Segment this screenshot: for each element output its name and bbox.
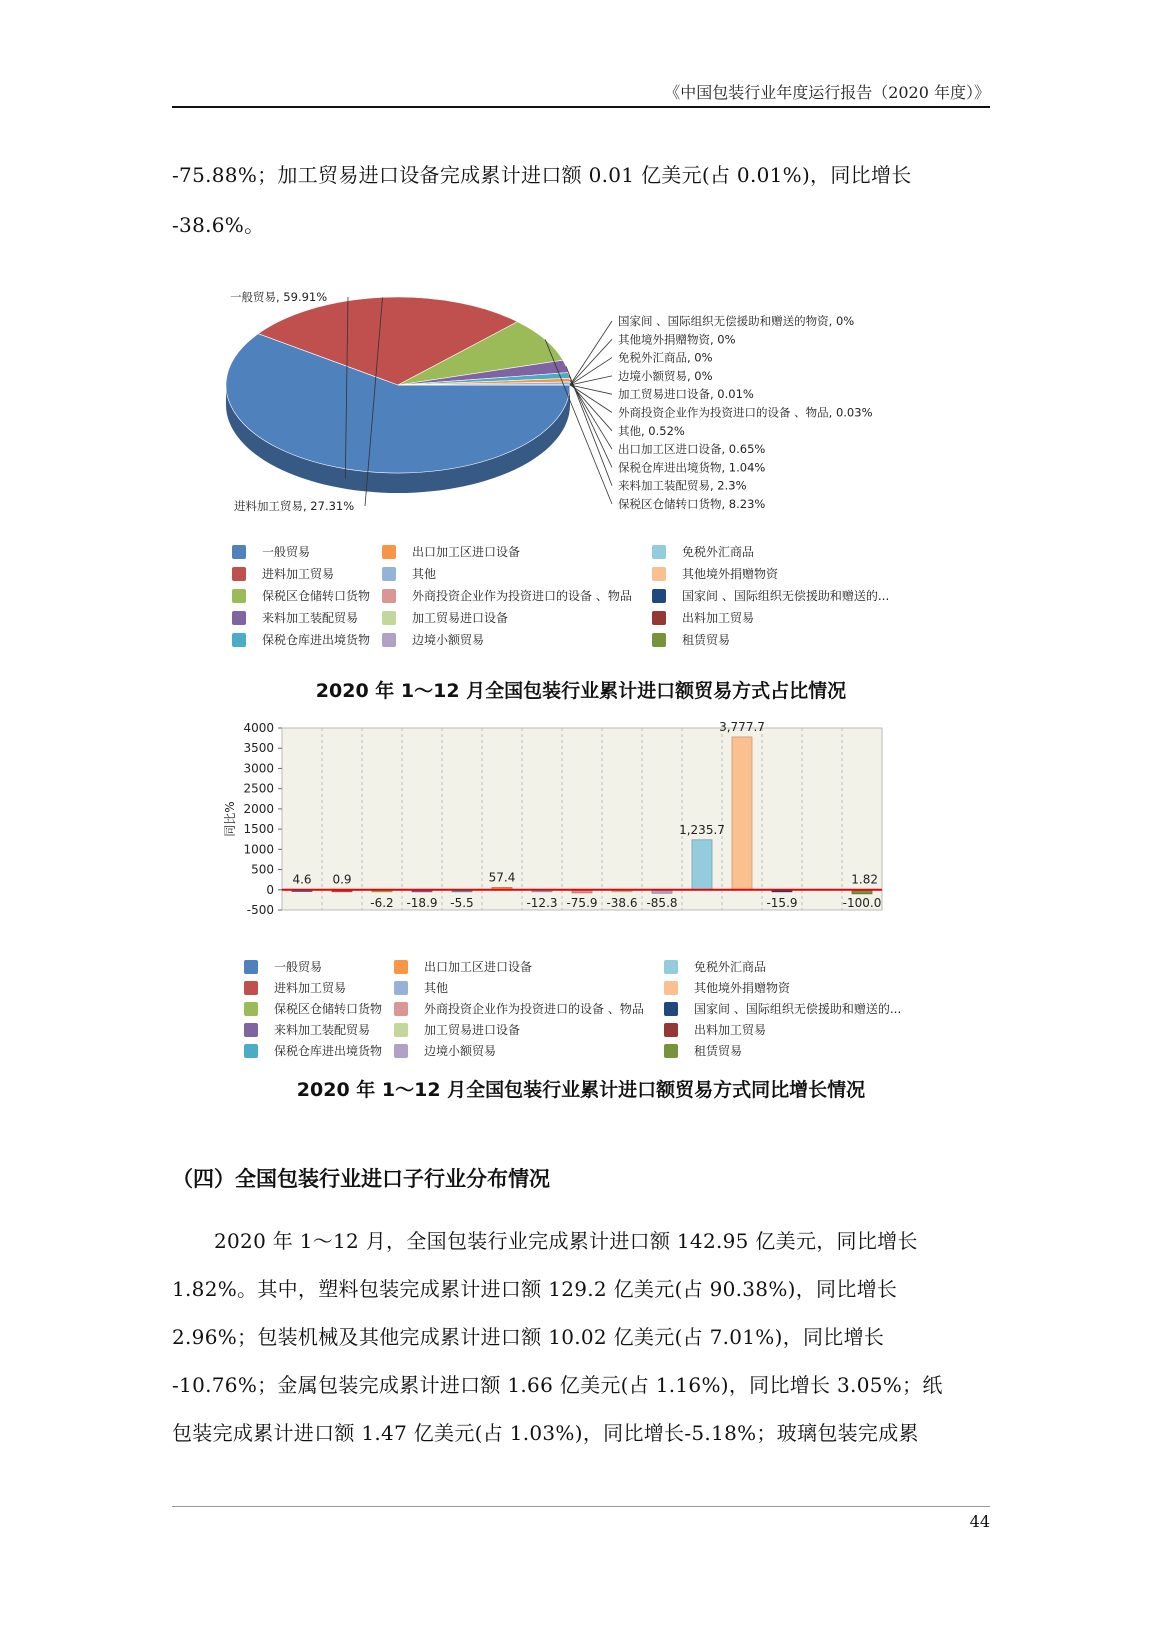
legend-label: 免税外汇商品: [682, 545, 755, 559]
legend-label: 其他: [412, 567, 437, 581]
legend-swatch: [652, 611, 666, 625]
legend-swatch: [232, 589, 246, 603]
pie-leader-line: [570, 385, 612, 413]
y-tick-label: 3000: [243, 761, 274, 776]
y-tick-label: 0: [266, 882, 274, 897]
legend-label: 其他境外捐赠物资: [694, 981, 791, 995]
legend-label: 进料加工贸易: [262, 567, 335, 581]
legend-swatch: [232, 567, 246, 581]
legend-swatch: [382, 545, 396, 559]
pie-slice-label: 边境小额贸易, 0%: [618, 368, 713, 383]
legend-label: 保税区仓储转口货物: [274, 1002, 383, 1016]
legend-label: 出口加工区进口设备: [424, 960, 533, 974]
legend-swatch: [664, 1044, 678, 1058]
legend-label: 其他: [424, 981, 449, 995]
header-rule: [172, 106, 990, 108]
page-number: 44: [969, 1512, 990, 1531]
y-axis-label: 同比%: [223, 801, 237, 837]
bar-value-label: -85.8: [646, 895, 678, 910]
bar-value-label: -5.5: [450, 895, 474, 910]
pie-chart: [220, 285, 940, 535]
bar-value-label: -12.3: [526, 895, 558, 910]
bar-legend: [244, 958, 944, 1068]
legend-swatch: [664, 981, 678, 995]
pie-caption: 2020 年 1～12 月全国包装行业累计进口额贸易方式占比情况: [315, 680, 847, 702]
legend-label: 加工贸易进口设备: [424, 1023, 521, 1037]
legend-swatch: [232, 545, 246, 559]
bar-value-label: -18.9: [406, 895, 438, 910]
legend-swatch: [244, 981, 258, 995]
footer-rule: [172, 1506, 990, 1507]
legend-swatch: [652, 545, 666, 559]
legend-swatch: [244, 960, 258, 974]
body-line-3: 2.96%；包装机械及其他完成累计进口额 10.02 亿美元(占 7.01%)，同比增长: [172, 1325, 885, 1349]
bar-chart: [222, 720, 942, 945]
bar-value-label: -75.9: [566, 895, 598, 910]
y-tick-label: 2000: [243, 801, 274, 816]
legend-swatch: [394, 1044, 408, 1058]
reference-line-label: 1.82: [851, 872, 878, 887]
pie-slice-label: 加工贸易进口设备, 0.01%: [618, 387, 754, 402]
legend-label: 出料加工贸易: [682, 611, 755, 625]
pie-slice-label: 外商投资企业作为投资进口的设备 、物品, 0.03%: [618, 405, 873, 420]
legend-label: 保税仓库进出境货物: [274, 1044, 383, 1058]
legend-label: 边境小额贸易: [424, 1044, 497, 1058]
pie-slice-label: 保税仓库进出境货物, 1.04%: [618, 460, 766, 475]
pie-leader-line: [570, 321, 612, 385]
legend-swatch: [394, 981, 408, 995]
y-tick-label: 2500: [243, 781, 274, 796]
pie-chart-svg: [220, 285, 940, 535]
y-tick-label: -500: [246, 903, 274, 917]
section-title: （四）全国包装行业进口子行业分布情况: [172, 1167, 550, 1191]
legend-swatch: [244, 1002, 258, 1016]
legend-swatch: [244, 1044, 258, 1058]
bar-caption: 2020 年 1～12 月全国包装行业累计进口额贸易方式同比增长情况: [296, 1079, 866, 1101]
bar-chart-svg: [222, 720, 942, 945]
y-tick-label: 3500: [243, 741, 274, 756]
bar-value-label: -100.0: [842, 895, 882, 910]
y-tick-label: 500: [251, 862, 274, 877]
legend-label: 加工贸易进口设备: [412, 611, 509, 625]
legend-label: 出口加工区进口设备: [412, 545, 521, 559]
legend-swatch: [232, 611, 246, 625]
legend-swatch: [652, 567, 666, 581]
pie-slice-label: 其他, 0.52%: [618, 423, 685, 438]
legend-label: 进料加工贸易: [274, 981, 347, 995]
legend-swatch: [232, 633, 246, 647]
pie-slice-label: 来料加工装配贸易, 2.3%: [618, 478, 747, 493]
pie-slice-label: 一般贸易, 59.91%: [230, 290, 328, 304]
bar-value-label: 1,235.7: [679, 822, 725, 837]
legend-label: 租赁贸易: [694, 1044, 743, 1058]
legend-label: 免税外汇商品: [694, 960, 767, 974]
bar: [732, 737, 752, 890]
legend-swatch: [382, 589, 396, 603]
bar-value-label: -6.2: [370, 895, 394, 910]
legend-label: 租赁贸易: [682, 633, 731, 647]
legend-label: 一般贸易: [274, 960, 323, 974]
pie-slice-label: 出口加工区进口设备, 0.65%: [618, 442, 766, 457]
legend-swatch: [652, 589, 666, 603]
legend-swatch: [664, 960, 678, 974]
legend-swatch: [664, 1023, 678, 1037]
intro-line-2: -38.6%。: [172, 213, 265, 237]
bar: [692, 840, 712, 890]
pie-slice-label: 保税区仓储转口货物, 8.23%: [618, 497, 766, 511]
legend-label: 保税仓库进出境货物: [262, 633, 371, 647]
legend-label: 其他境外捐赠物资: [682, 567, 779, 581]
y-tick-label: 1000: [243, 842, 274, 857]
body-line-1: 2020 年 1～12 月，全国包装行业完成累计进口额 142.95 亿美元，同比增长: [214, 1229, 918, 1253]
pie-slice-label: 其他境外捐赠物资, 0%: [618, 332, 736, 347]
y-tick-label: 1500: [243, 822, 274, 837]
pie-slice-label: 国家间 、国际组织无偿援助和赠送的物资, 0%: [618, 314, 855, 328]
legend-swatch: [244, 1023, 258, 1037]
bar-value-label: 3,777.7: [719, 720, 765, 734]
legend-label: 外商投资企业作为投资进口的设备 、物品: [412, 589, 632, 603]
y-tick-label: 4000: [243, 721, 274, 735]
legend-swatch: [652, 633, 666, 647]
legend-swatch: [394, 960, 408, 974]
legend-label: 外商投资企业作为投资进口的设备 、物品: [424, 1002, 644, 1016]
pie-slice-label: 免税外汇商品, 0%: [618, 350, 713, 365]
bar-value-label: 57.4: [488, 870, 516, 885]
body-line-5: 包装完成累计进口额 1.47 亿美元(占 1.03%)，同比增长-5.18%；玻璃包装完成累: [172, 1421, 919, 1445]
legend-label: 国家间 、国际组织无偿援助和赠送的...: [694, 1002, 902, 1016]
pie-slice-label: 进料加工贸易, 27.31%: [234, 499, 355, 513]
legend-swatch: [664, 1002, 678, 1016]
legend-label: 出料加工贸易: [694, 1023, 767, 1037]
legend-swatch: [394, 1002, 408, 1016]
bar-value-label: -38.6: [606, 895, 638, 910]
legend-swatch: [382, 567, 396, 581]
legend-swatch: [382, 633, 396, 647]
body-line-4: -10.76%；金属包装完成累计进口额 1.66 亿美元(占 1.16%)，同比增长 3.05%；纸: [172, 1373, 943, 1397]
bar-value-label: 4.6: [292, 872, 312, 887]
legend-swatch: [382, 611, 396, 625]
bar-value-label: -15.9: [766, 895, 798, 910]
legend-label: 来料加工装配贸易: [262, 611, 359, 625]
pie-legend: [232, 543, 932, 653]
plot-area: [282, 728, 882, 910]
body-line-2: 1.82%。其中，塑料包装完成累计进口额 129.2 亿美元(占 90.38%)，同比增长: [172, 1277, 898, 1301]
legend-swatch: [394, 1023, 408, 1037]
legend-label: 边境小额贸易: [412, 633, 485, 647]
bar-value-label: 0.9: [332, 872, 352, 887]
legend-label: 保税区仓储转口货物: [262, 589, 371, 603]
pie-leader-line: [570, 383, 612, 430]
legend-label: 一般贸易: [262, 545, 311, 559]
intro-line-1: -75.88%；加工贸易进口设备完成累计进口额 0.01 亿美元(占 0.01%)，同比增长: [172, 163, 912, 187]
legend-label: 国家间 、国际组织无偿援助和赠送的...: [682, 589, 890, 603]
running-header: 《中国包装行业年度运行报告（2020 年度）》: [664, 83, 990, 102]
legend-label: 来料加工装配贸易: [274, 1023, 371, 1037]
